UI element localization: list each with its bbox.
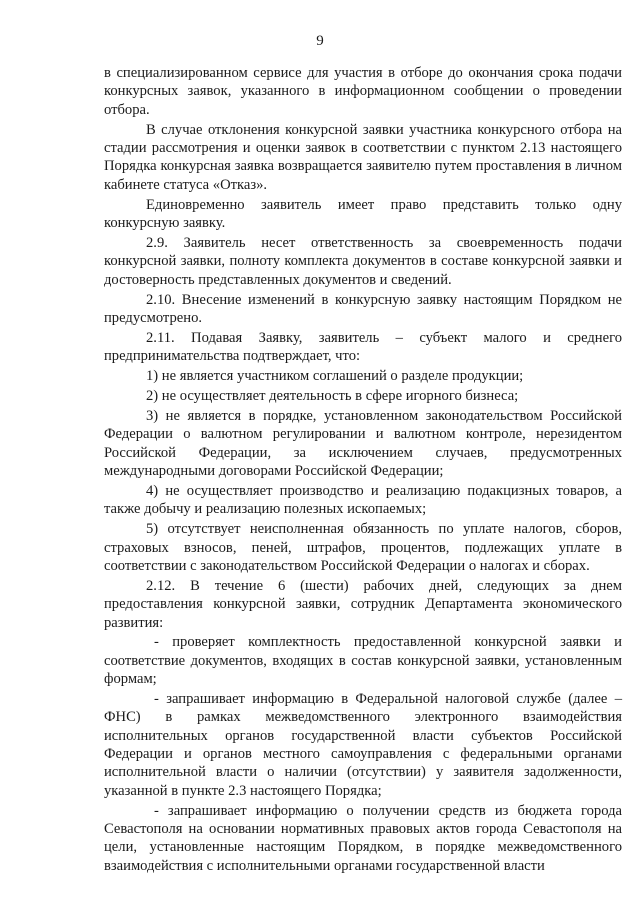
paragraph-2-9: 2.9. Заявитель несет ответственность за своевременность подачи конкурсной заявки, полноту комплекта документов в составе конкурсной заявки и достоверность представленных документов и сведений. <box>104 234 622 288</box>
paragraph-rejection: В случае отклонения конкурсной заявки участника конкурсного отбора на стадии рассмотрения и оценки заявок в соответствии с пунктом 2.13 настоящего Порядка конкурсная заявка возвращается заявителю путем проставления в личном кабинете статуса «Отказ». <box>104 121 622 193</box>
paragraph-2-12: 2.12. В течение 6 (шести) рабочих дней, следующих за днем предоставления конкурсной заявки, сотрудник Департамента экономического развития: <box>104 577 622 631</box>
list-item-4: 4) не осуществляет производство и реализацию подакцизных товаров, а также добычу и реализацию полезных ископаемых; <box>104 482 622 518</box>
list-item-1: 1) не является участником соглашений о разделе продукции; <box>146 368 524 385</box>
list-item-2: 2) не осуществляет деятельность в сфере игорного бизнеса; <box>146 388 519 404</box>
dash-item-check: - проверяет комплектность предоставленной конкурсной заявки и соответствие документов, входящих в состав конкурсной заявки, установленным формам; <box>104 634 622 688</box>
dash-item-budget-request: - запрашивает информацию о получении средств из бюджета города Севастополя на основании нормативных правовых актов города Севастополя на цели, установленные настоящим Порядком, в порядке межведомственного взаимодействия с исполнительными органами государственной власти <box>104 802 622 874</box>
paragraph-single-application: Единовременно заявитель имеет право представить только одну конкурсную заявку. <box>104 196 622 231</box>
document-body <box>104 64 622 875</box>
page-number: 9 <box>316 33 324 49</box>
list-item-3: 3) не является в порядке, установленном законодательством Российской Федерации о валютном регулировании и валютном контроле, нерезидентом Российской Федерации, за исключением случаев, предусмотренных международными договорами Российской Федерации; <box>104 407 622 479</box>
dash-item-fns-request: - запрашивает информацию в Федеральной налоговой службе (далее – ФНС) в рамках межведомственного электронного взаимодействия исполнительных органов государственной власти субъектов Российской Федерации и органов местного самоуправления с федеральными органами исполнительной власти о наличии (отсутствии) у заявителя задолженности, указанной в пункте 2.3 настоящего Порядка; <box>104 691 622 799</box>
paragraph-2-11: 2.11. Подавая Заявку, заявитель – субъект малого и среднего предпринимательства подтверждает, что: <box>104 329 622 365</box>
list-item-5: 5) отсутствует неисполненная обязанность по уплате налогов, сборов, страховых взносов, пеней, штрафов, процентов, подлежащих уплате в соответствии с законодательством Российской Федерации о налогах и сборах. <box>104 521 622 574</box>
paragraph-2-10: 2.10. Внесение изменений в конкурсную заявку настоящим Порядком не предусмотрено. <box>104 291 622 326</box>
paragraph-continuation: в специализированном сервисе для участия в отборе до окончания срока подачи конкурсных заявок, указанного в информационном сообщении о проведении отбора. <box>104 65 622 118</box>
